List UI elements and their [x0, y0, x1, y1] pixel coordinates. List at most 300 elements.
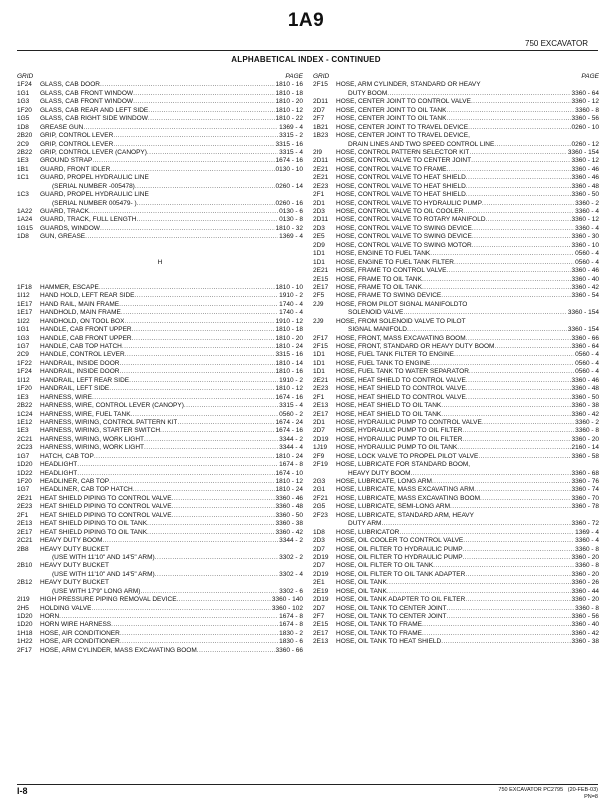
dot-leader: [144, 436, 278, 444]
page-ref: 3360 - 46: [571, 174, 599, 182]
grid-ref: 2D7: [313, 546, 336, 554]
grid-ref: 1E17: [17, 309, 40, 317]
grid-ref: 2B12: [17, 579, 40, 587]
page-ref: 3360 - 78: [571, 503, 599, 511]
page-ref: 3302 - 6: [278, 588, 303, 596]
page-ref: 3360 - 140: [271, 596, 303, 604]
entry-description: HOSE, FRAME TO OIL TANK: [336, 276, 422, 284]
footer-date: (20-FEB-03): [568, 787, 598, 793]
spacer: [17, 267, 303, 275]
dot-leader: [184, 402, 278, 410]
page-ref: 1810 - 10: [275, 284, 303, 292]
page-ref: 3360 - 66: [571, 335, 599, 343]
dot-leader: [121, 309, 278, 317]
page-ref: 1369 - 4: [278, 124, 303, 132]
index-entry-continuation: [17, 588, 303, 596]
entry-description: HARNESS, WIRING, CONTROL PATTERN KIT: [40, 419, 177, 427]
index-entry: [17, 90, 303, 98]
page-ref: 3360 - 56: [571, 613, 599, 621]
entry-description: HOSE, CONTROL VALVE TO HEAT SHIELD: [336, 183, 466, 191]
entry-description: HEAT SHIELD PIPING TO CONTROL VALVE: [40, 512, 172, 520]
grid-ref: 2C21: [17, 537, 40, 545]
entry-description: HOSE, FRONT, MASS EXCAVATING BOOM: [336, 335, 466, 343]
index-entry: [313, 427, 599, 435]
page-ref: 1369 - 4: [278, 233, 303, 241]
page-ref: 1810 - 20: [275, 98, 303, 106]
entry-description: GLASS, CAB REAR AND LEFT SIDE: [40, 107, 148, 115]
entry-description: HARNESS, WIRE, CONTROL LEVER (CANOPY): [40, 402, 184, 410]
index-entry: [313, 613, 599, 621]
entry-description: HOSE, OIL TANK TO HEAT SHIELD: [336, 638, 441, 646]
page-ref: 0130 - 8: [278, 216, 303, 224]
dot-leader: [447, 605, 575, 613]
entry-description: HORN: [40, 613, 59, 621]
entry-description: GRIP, CONTROL LEVER: [40, 141, 113, 149]
index-entry: [17, 360, 303, 368]
grid-ref: 1F24: [17, 368, 40, 376]
entry-description: HOSE, LUBRICATE FOR STANDARD BOOM,: [336, 461, 599, 469]
grid-ref: 2E13: [313, 402, 336, 410]
index-entry: [313, 546, 599, 554]
spacer: [17, 250, 303, 258]
grid-ref: 2G5: [313, 503, 336, 511]
index-entry: [313, 98, 599, 106]
footer-code: PN=8: [498, 794, 598, 800]
dot-leader: [103, 537, 279, 545]
dot-leader: [465, 571, 570, 579]
index-entry: [313, 419, 599, 427]
index-entry-continuation: [313, 470, 599, 478]
grid-ref: 1I12: [17, 377, 40, 385]
dot-leader: [381, 520, 570, 528]
entry-description: HANDRAIL, INSIDE DOOR: [40, 368, 119, 376]
entry-description: HOSE, CONTROL VALVE TO SWING DEVICE: [336, 225, 472, 233]
page-ref: 1810 - 32: [275, 225, 303, 233]
grid-ref: 2D7: [313, 562, 336, 570]
dot-leader: [432, 478, 571, 486]
entry-description: GUN, GREASE: [40, 233, 85, 241]
index-entry: [17, 427, 303, 435]
entry-description: HOSE, FUEL TANK TO WATER SEPARATOR: [336, 368, 469, 376]
dot-leader: [480, 495, 571, 503]
index-entry: [313, 444, 599, 452]
entry-description: HOLDING VALVE: [40, 605, 91, 613]
index-entry: [17, 208, 303, 216]
index-entry: [17, 647, 303, 655]
dot-leader: [172, 503, 275, 511]
entry-description: HOSE, CONTROL VALVE TO HYDRAULIC PUMP: [336, 200, 482, 208]
entry-description: HEAVY DUTY BOOM: [336, 470, 411, 478]
dot-leader: [155, 554, 278, 562]
page-ref: 3360 - 20: [571, 571, 599, 579]
dot-leader: [430, 360, 574, 368]
page-ref: 3360 - 8: [574, 107, 599, 115]
entry-description: GUARD, PROPEL HYDRAULIC LINE: [40, 191, 303, 199]
entry-description: HEAT SHIELD PIPING TO OIL TANK: [40, 520, 147, 528]
grid-ref: 2D7: [313, 427, 336, 435]
page-ref: 1674 - 16: [275, 394, 303, 402]
grid-ref: 1G15: [17, 225, 40, 233]
page-ref: 3344 - 4: [278, 444, 303, 452]
grid-ref: 2D11: [313, 98, 336, 106]
grid-ref: [313, 90, 336, 98]
page-ref: 3360 - 58: [571, 453, 599, 461]
entry-description: GRIP, CONTROL LEVER (CANOPY): [40, 149, 147, 157]
index-entry: [17, 141, 303, 149]
page-ref: 3360 - 42: [571, 411, 599, 419]
entry-description: HOSE, HEAT SHIELD TO OIL TANK: [336, 411, 441, 419]
index-entry: [313, 183, 599, 191]
index-entry: [17, 368, 303, 376]
entry-description: HOSE, LOCK VALVE TO PROPEL PILOT VALVE: [336, 453, 478, 461]
page-ref: 3360 - 38: [275, 520, 303, 528]
index-entry: [313, 107, 599, 115]
entry-description: HANDRAIL, LEFT REAR SIDE: [40, 377, 129, 385]
index-entry: [17, 174, 303, 182]
index-entry: [17, 436, 303, 444]
dot-leader: [77, 470, 274, 478]
dot-leader: [147, 520, 274, 528]
index-entry: [313, 318, 599, 326]
grid-ref: 2F5: [313, 292, 336, 300]
grid-ref: [313, 520, 336, 528]
entry-description: DUTY ARM: [336, 520, 381, 528]
dot-leader: [160, 427, 275, 435]
grid-ref: 2E23: [313, 385, 336, 393]
dot-leader: [446, 107, 574, 115]
index-entry: [17, 478, 303, 486]
index-entry: [17, 562, 303, 570]
dot-leader: [100, 225, 275, 233]
entry-description: HEAT SHIELD PIPING TO CONTROL VALVE: [40, 503, 172, 511]
grid-ref: 2C21: [17, 436, 40, 444]
entry-description: (USE WITH 17'9" LONG ARM): [40, 588, 140, 596]
dot-leader: [466, 174, 571, 182]
grid-ref: 1G3: [17, 98, 40, 106]
index-entry: [313, 605, 599, 613]
index-entry-continuation: [313, 520, 599, 528]
index-entry: [313, 529, 599, 537]
page-ref: 3360 - 2: [574, 419, 599, 427]
index-list-right: [313, 81, 599, 646]
grid-ref: 1G1: [17, 90, 40, 98]
dot-leader: [120, 638, 278, 646]
grid-ref: 2F7: [313, 115, 336, 123]
dot-leader: [462, 436, 570, 444]
index-entry: [17, 613, 303, 621]
entry-description: GUARD, TRACK, FULL LENGTH: [40, 216, 136, 224]
entry-description: HOSE, HEAT SHIELD TO CONTROL VALVE: [336, 377, 466, 385]
grid-ref: 2D3: [313, 537, 336, 545]
dot-leader: [441, 292, 570, 300]
page-ref: 1810 - 24: [275, 486, 303, 494]
index-entry: [313, 200, 599, 208]
dot-leader: [85, 233, 278, 241]
index-entry-continuation: [313, 309, 599, 317]
grid-ref: 1C1: [17, 174, 40, 182]
entry-description: HOSE, CENTER JOINT TO CONTROL VALVE: [336, 98, 471, 106]
grid-ref: [313, 470, 336, 478]
index-entry: [17, 351, 303, 359]
index-entry: [17, 107, 303, 115]
page-ref: 1810 - 24: [275, 343, 303, 351]
entry-description: HARNESS, WIRING, WORK LIGHT: [40, 444, 144, 452]
grid-ref: 2G1: [313, 486, 336, 494]
grid-ref: 1H22: [17, 638, 40, 646]
page-ref: 3360 - 54: [571, 292, 599, 300]
page-ref: 0560 - 2: [278, 411, 303, 419]
grid-ref: 2F1: [17, 512, 40, 520]
page-ref: 3360 - 38: [571, 402, 599, 410]
index-entry: [313, 157, 599, 165]
dot-leader: [135, 183, 275, 191]
index-column-left: [17, 73, 303, 655]
index-entry-continuation: [313, 141, 599, 149]
dot-leader: [137, 200, 275, 208]
footer-model-doc: 750 EXCAVATOR PC2795: [498, 787, 563, 793]
column-header: [17, 73, 303, 81]
index-entry: [313, 621, 599, 629]
dot-leader: [177, 596, 271, 604]
page-ref: 3360 - 10: [571, 242, 599, 250]
index-entry: [17, 630, 303, 638]
index-entry: [313, 503, 599, 511]
entry-description: HEAVY DUTY BUCKET: [40, 562, 303, 570]
entry-description: HOSE, OIL TANK: [336, 579, 387, 587]
entry-description: HOSE, OIL FILTER TO OIL TANK: [336, 562, 433, 570]
entry-description: HOSE, HEAT SHIELD TO CONTROL VALVE: [336, 394, 466, 402]
dot-leader: [441, 411, 570, 419]
page-ref: 3360 - 12: [571, 157, 599, 165]
grid-ref: 2B22: [17, 402, 40, 410]
grid-ref: 1H18: [17, 630, 40, 638]
spacer: [17, 242, 303, 250]
grid-ref: 2C9: [17, 351, 40, 359]
grid-ref: 1G7: [17, 486, 40, 494]
grid-ref: 2E23: [313, 183, 336, 191]
index-entry: [313, 225, 599, 233]
dot-leader: [411, 470, 571, 478]
entry-description: HAMMER, ESCAPE: [40, 284, 99, 292]
dot-leader: [119, 301, 278, 309]
dot-leader: [478, 453, 570, 461]
dot-leader: [124, 318, 274, 326]
entry-description: (USE WITH 11'10" AND 14'5" ARM): [40, 554, 155, 562]
grid-ref: 1J19: [313, 444, 336, 452]
grid-ref: 1G7: [17, 343, 40, 351]
dot-leader: [468, 124, 570, 132]
page-ref: 3360 - 154: [567, 326, 599, 334]
grid-ref: 2D3: [313, 208, 336, 216]
grid-ref: 1E3: [17, 394, 40, 402]
index-entry: [17, 132, 303, 140]
page-ref: 0560 - 4: [574, 250, 599, 258]
index-entry: [17, 191, 303, 199]
dot-leader: [422, 284, 571, 292]
index-entry: [313, 385, 599, 393]
dot-leader: [403, 309, 567, 317]
grid-ref: 2E17: [313, 284, 336, 292]
index-entry: [17, 461, 303, 469]
dot-leader: [430, 250, 574, 258]
grid-ref: 2E13: [17, 520, 40, 528]
grid-ref: 1B21: [313, 124, 336, 132]
grid-ref: 1G3: [17, 335, 40, 343]
entry-description: HEADLIGHT: [40, 470, 77, 478]
entry-description: GUARD, PROPEL HYDRAULIC LINE: [40, 174, 303, 182]
page-ref: 1369 - 4: [574, 529, 599, 537]
entry-description: HANDLE, CAB FRONT UPPER: [40, 335, 132, 343]
grid-ref: 1F18: [17, 284, 40, 292]
index-entry: [313, 436, 599, 444]
dot-leader: [457, 444, 570, 452]
grid-ref: 2E21: [313, 174, 336, 182]
dot-leader: [133, 486, 275, 494]
dot-leader: [433, 562, 574, 570]
entry-description: HOSE, OIL FILTER TO OIL TANK ADAPTER: [336, 571, 465, 579]
grid-ref: 2D1: [313, 419, 336, 427]
page-ref: 1740 - 4: [278, 301, 303, 309]
page-ref: 1830 - 6: [278, 638, 303, 646]
entry-description: SOLENOID VALVE: [336, 309, 403, 317]
grid-ref: 1B23: [313, 132, 336, 140]
dot-leader: [472, 233, 571, 241]
grid-ref: 1F22: [17, 360, 40, 368]
dot-leader: [482, 200, 574, 208]
dot-leader: [471, 98, 571, 106]
page-ref: 0130 - 10: [275, 166, 303, 174]
dot-leader: [147, 529, 274, 537]
grid-ref: 2D1: [313, 200, 336, 208]
index-entry: [313, 478, 599, 486]
entry-description: HANDRAIL, LEFT SIDE: [40, 385, 109, 393]
index-entry: [17, 512, 303, 520]
dot-leader: [450, 503, 571, 511]
index-entry: [17, 318, 303, 326]
page-ref: 3360 - 72: [571, 520, 599, 528]
grid-ref: 1A22: [17, 208, 40, 216]
page-ref: 1674 - 10: [275, 470, 303, 478]
footer-info: [498, 787, 598, 800]
grid-ref: 2E5: [313, 233, 336, 241]
page-ref: 3360 - 68: [571, 470, 599, 478]
page-ref: 3360 - 48: [571, 385, 599, 393]
entry-description: HOSE, FUEL TANK FILTER TO ENGINE: [336, 351, 454, 359]
grid-ref: 2E21: [313, 267, 336, 275]
entry-description: HOSE, LUBRICATE, MASS EXCAVATING BOOM: [336, 495, 480, 503]
entry-description: HOSE, FRAME TO CONTROL VALVE: [336, 267, 447, 275]
entry-description: HOSE, OIL FILTER TO HYDRAULIC PUMP: [336, 546, 463, 554]
page-ref: 3360 - 74: [571, 486, 599, 494]
grid-ref: 1D1: [313, 360, 336, 368]
grid-ref: 2F15: [313, 343, 336, 351]
entry-description: DRAIN LINES AND TWO SPEED CONTROL LINE: [336, 141, 494, 149]
grid-ref: 1F20: [17, 107, 40, 115]
grid-ref: 2H5: [17, 605, 40, 613]
section-title: ALPHABETICAL INDEX - CONTINUED: [0, 55, 612, 64]
page-ref: 3360 - 8: [574, 605, 599, 613]
index-entry-continuation: [313, 90, 599, 98]
entry-description: HOSE, AIR CONDITIONER: [40, 630, 120, 638]
page-ref: 3344 - 2: [278, 436, 303, 444]
dot-leader: [148, 115, 275, 123]
dot-leader: [89, 208, 278, 216]
entry-description: HOSE, LUBRICATOR: [336, 529, 399, 537]
index-entry-continuation: [17, 200, 303, 208]
page-ref: 3360 - 42: [571, 284, 599, 292]
page-ref: 1910 - 2: [278, 292, 303, 300]
entry-description: HOSE, ENGINE TO FUEL TANK: [336, 250, 430, 258]
page-ref: 3360 - 20: [571, 554, 599, 562]
index-entry: [17, 157, 303, 165]
grid-ref: 2D11: [313, 216, 336, 224]
entry-description: GLASS, CAB FRONT WINDOW: [40, 98, 133, 106]
dot-leader: [132, 335, 275, 343]
index-entry: [313, 571, 599, 579]
entry-description: HAND HOLD, LEFT REAR SIDE: [40, 292, 135, 300]
page-ref: 3360 - 50: [275, 512, 303, 520]
entry-description: HOSE, LUBRICATE, STANDARD ARM, HEAVY: [336, 512, 599, 520]
page-ref: 3360 - 64: [571, 343, 599, 351]
index-entry: [313, 301, 599, 309]
entry-description: HOSE, OIL TANK ADAPTER TO OIL FILTER: [336, 596, 465, 604]
entry-description: HOSE, CENTER JOINT TO TRAVEL DEVICE: [336, 124, 468, 132]
index-entry: [313, 394, 599, 402]
page-id: 1A9: [0, 10, 612, 32]
index-entry: [17, 486, 303, 494]
index-entry: [17, 216, 303, 224]
dot-leader: [463, 208, 574, 216]
index-entry: [313, 486, 599, 494]
grid-ref: 1G7: [17, 453, 40, 461]
dot-leader: [407, 326, 567, 334]
dot-leader: [92, 394, 275, 402]
page-ref: 3344 - 2: [278, 537, 303, 545]
index-entry: [17, 605, 303, 613]
index-entry: [17, 411, 303, 419]
grid-ref: [17, 554, 40, 562]
index-entry: [17, 233, 303, 241]
index-entry: [313, 250, 599, 258]
dot-leader: [463, 554, 571, 562]
index-entry: [17, 495, 303, 503]
page-ref: 1674 - 8: [278, 613, 303, 621]
grid-ref: 1D8: [17, 233, 40, 241]
index-entry: [313, 351, 599, 359]
dot-leader: [466, 191, 571, 199]
dot-leader: [466, 394, 571, 402]
grid-ref: 2D7: [313, 605, 336, 613]
grid-ref: 1I12: [17, 292, 40, 300]
dot-leader: [387, 588, 571, 596]
grid-ref: 1G5: [17, 115, 40, 123]
grid-ref: 2E19: [313, 588, 336, 596]
index-entry: [17, 419, 303, 427]
index-entry: [313, 259, 599, 267]
page-ref: 3360 - 48: [571, 183, 599, 191]
grid-ref: 2D7: [313, 107, 336, 115]
entry-description: HOSE, HYDRAULIC PUMP TO OIL TANK: [336, 444, 457, 452]
grid-ref: [313, 326, 336, 334]
page-ref: 3315 - 16: [275, 141, 303, 149]
page-ref: 3302 - 4: [278, 571, 303, 579]
page-ref: 3360 - 64: [571, 90, 599, 98]
index-entry-continuation: [17, 183, 303, 191]
page-ref: 3315 - 16: [275, 351, 303, 359]
entry-description: HATCH, CAB TOP: [40, 453, 94, 461]
entry-description: HOSE, CONTROL VALVE TO CENTER JOINT: [336, 157, 471, 165]
page-ref: 3360 - 46: [571, 377, 599, 385]
